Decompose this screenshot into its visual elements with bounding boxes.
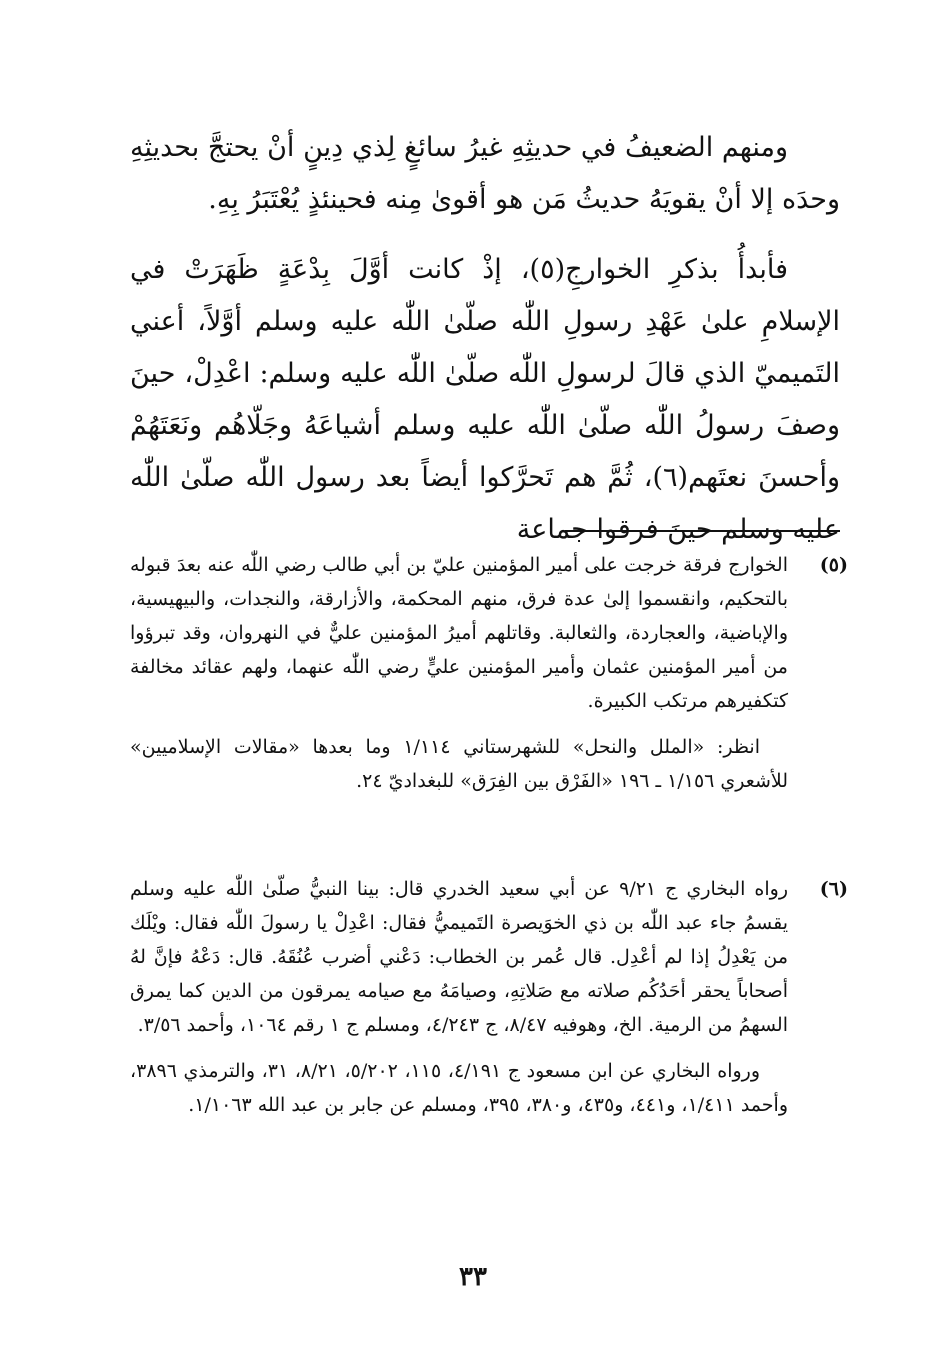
page-number: ٣٣	[459, 1262, 487, 1292]
footnote-text: رواه البخاري ج ٩/٢١ عن أبي سعيد الخدري قال: بينا النبيُّ صلّىٰ اللّٰه عليه وسلم يقسمُ جاء عبد اللّٰه بن ذي الخوَيصرة التَميميُّ فقال: اعْدِلْ يا رسولَ اللّٰه فقال: ويْلَك من يَعْدِلُ إذا لم أعْدِل. قال عُمر بن الخطاب: دَعْني أضرب عُنُقَهُ. قال: دَعْهُ فإنَّ لهُ أصحاباً يحقر أحَدُكُم صلاته مع صَلاتِهِ، وصيامَهُ مع صيامه يمرقون من الدين كما يمرق السهمُ من الرمية. الخ، وهوفيه ٨/٤٧، ج ٤/٢٤٣، ومسلم ج ١ رقم ١٠٦٤، وأحمد ٣/٥٦.	[130, 878, 788, 1036]
main-paragraph-2	[130, 244, 840, 556]
footnote-number: (٦)	[819, 878, 848, 900]
footnote-separator	[565, 530, 840, 532]
footnote-number: (٥)	[819, 554, 848, 576]
footnote-5	[130, 548, 848, 798]
footnote-body	[130, 872, 788, 1122]
paragraph-text: فأبدأُ بذكرِ الخوارجِ(٥)، إذْ كانت أوَّلَ بِدْعَةٍ ظَهَرَتْ في الإسلامِ علىٰ عَهْدِ رسولِ اللّٰه صلّىٰ اللّٰه عليه وسلم أوَّلاً، أعني التَميميّ الذي قالَ لرسولِ اللّٰه صلّىٰ اللّٰه عليه وسلم: اعْدِلْ، حينَ وصفَ رسولُ اللّٰه صلّىٰ اللّٰه عليه وسلم أشياعَهُ وجَلّاهُم ونَعَتَهُمْ وأحسنَ نعتَهم(٦)، ثُمَّ هم تَحرَّكوا أيضاً بعد رسول اللّٰه صلّىٰ اللّٰه عليه وسلم حينَ فرقوا جماعة	[130, 254, 841, 545]
footnote-reference: انظر: «الملل والنحل» للشهرستاني ١/١١٤ وما بعدها «مقالات الإسلاميين» للأشعري ١/١٥٦ ـ ١٩٦ «الفَرْق بين الفِرَق» للبغداديّ ٢٤.	[130, 736, 788, 792]
paragraph-text: ومنهم الضعيفُ في حديثِهِ غيرُ سائغٍ لِذي دِينٍ أنْ يحتجَّ بحديثِهِ وحدَه إلا أنْ يقويَهُ حديثُ مَن هو أقوىٰ مِنه فحينئذٍ يُعْتَبَرُ بِهِ.	[130, 132, 840, 215]
footnote-text: الخوارج فرقة خرجت على أمير المؤمنين عليّ بن أبي طالب رضي اللّٰه عنه بعدَ قبوله بالتحكيم، وانقسموا إلىٰ عدة فرق، منهم المحكمة، والأزارقة، والنجدات، والبيهيسية، والإباضية، والعجاردة، والثعالبة. وقاتلهم أميرُ المؤمنين عليٌّ في النهروان، وقد تبرؤوا من أمير المؤمنين عثمان وأمير المؤمنين عليٍّ رضي اللّٰه عنهما، ولهم عقائد مخالفة كتكفيرهم مرتكب الكبيرة.	[130, 554, 788, 712]
footnote-body	[130, 548, 788, 798]
footnote-6	[130, 872, 848, 1122]
footnote-reference: ورواه البخاري عن ابن مسعود ج ٤/١٩١، ١١٥، ٥/٢٠٢، ٨/٢١، ٣١، والترمذي ٣٨٩٦، وأحمد ١/٤١١، و٤٤١، و٤٣٥، و٣٨٠، ٣٩٥، ومسلم عن جابر بن عبد الله ١/١٠٦٣.	[130, 1060, 788, 1116]
main-paragraph-1	[130, 122, 840, 226]
